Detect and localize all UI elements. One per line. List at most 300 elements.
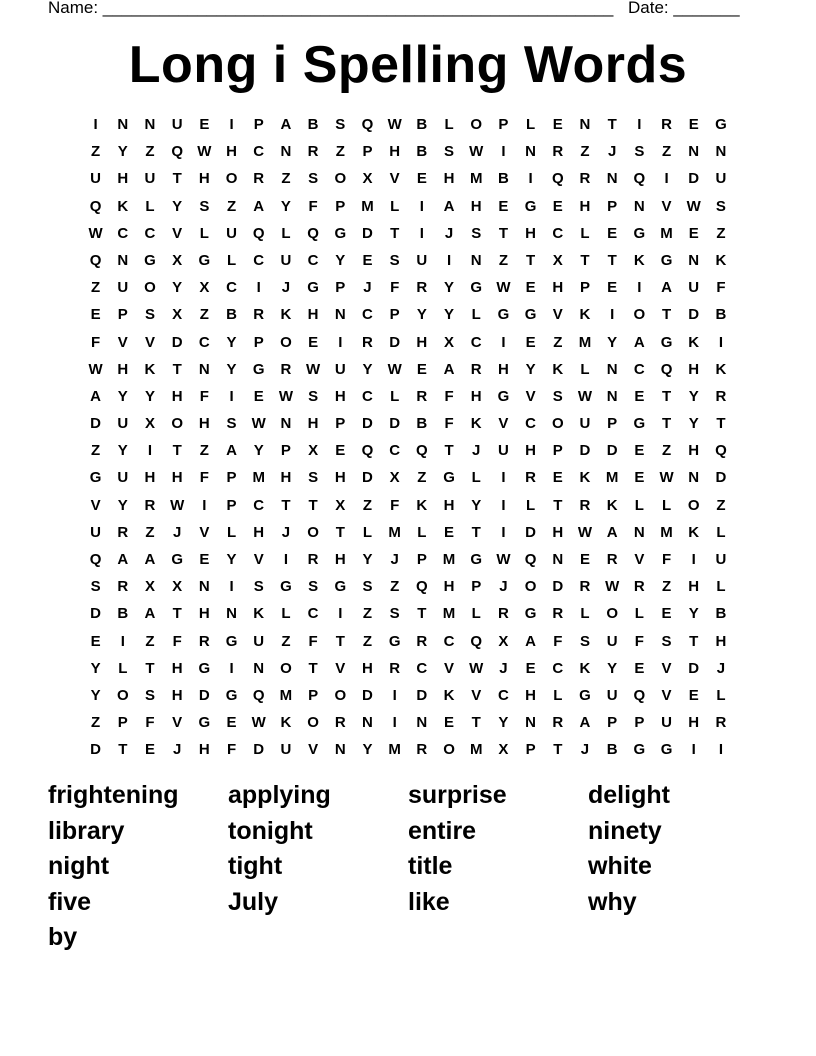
grid-letter: E xyxy=(634,659,645,677)
grid-letter: C xyxy=(198,333,210,351)
word-bank-item: surprise xyxy=(408,781,507,809)
grid-letter: A xyxy=(144,605,156,623)
grid-letter: E xyxy=(688,116,699,133)
grid-letter: K xyxy=(633,251,645,269)
grid-letter: H xyxy=(497,360,509,378)
grid-letter: Y xyxy=(117,496,128,514)
grid-letter: W xyxy=(88,360,103,378)
grid-letter: T xyxy=(308,496,318,514)
grid-letter: V xyxy=(253,551,264,568)
grid-letter: W xyxy=(251,415,266,433)
grid-letter: O xyxy=(443,741,455,759)
grid-letter: H xyxy=(307,306,319,324)
grid-letter: B xyxy=(307,116,319,133)
grid-letter: L xyxy=(716,686,726,704)
grid-letter: P xyxy=(634,714,645,732)
grid-letter: G xyxy=(633,224,646,242)
grid-letter: H xyxy=(443,170,455,188)
grid-letter: R xyxy=(579,170,591,188)
grid-row xyxy=(82,356,735,383)
grid-letter: H xyxy=(416,333,428,351)
grid-letter: Z xyxy=(91,714,101,732)
grid-letter: G xyxy=(660,251,673,269)
grid-letter: H xyxy=(307,415,319,433)
grid-letter: E xyxy=(144,741,155,759)
grid-letter: U xyxy=(253,632,265,650)
grid-letter: E xyxy=(525,279,536,297)
grid-letter: J xyxy=(172,741,182,759)
grid-letter: M xyxy=(388,741,401,759)
grid-letter: N xyxy=(117,116,129,133)
grid-letter: Z xyxy=(226,197,237,215)
grid-letter: H xyxy=(715,632,727,650)
grid-letter: D xyxy=(362,224,373,242)
grid-letter: V xyxy=(308,741,319,759)
grid-letter: G xyxy=(524,605,537,623)
grid-letter: G xyxy=(334,578,347,596)
grid-letter: R xyxy=(470,360,482,378)
grid-letter: G xyxy=(660,741,673,759)
grid-letter: U xyxy=(280,251,292,269)
grid-letter: Y xyxy=(362,360,373,378)
grid-letter: D xyxy=(389,333,401,351)
grid-letter: U xyxy=(117,415,129,433)
grid-letter: P xyxy=(253,333,264,351)
grid-letter: W xyxy=(278,387,293,405)
grid-letter: E xyxy=(226,714,237,732)
word-bank-item: by xyxy=(48,923,78,951)
word-bank-item: white xyxy=(588,852,652,880)
grid-letter: W xyxy=(577,387,593,405)
grid-letter: R xyxy=(307,551,319,568)
grid-letter: D xyxy=(198,686,210,704)
grid-letter: M xyxy=(605,469,619,487)
grid-letter: Y xyxy=(607,659,618,677)
grid-letter: F xyxy=(444,415,454,433)
grid-row xyxy=(82,165,735,192)
grid-letter: N xyxy=(280,143,292,161)
grid-row xyxy=(82,138,735,165)
grid-row xyxy=(82,546,735,573)
grid-letter: R xyxy=(715,387,727,405)
grid-letter: F xyxy=(390,279,400,297)
grid-row xyxy=(82,573,735,600)
grid-letter: W xyxy=(387,360,402,378)
grid-letter: G xyxy=(715,116,727,133)
grid-letter: H xyxy=(171,659,183,677)
grid-letter: H xyxy=(334,387,346,405)
grid-letter: Y xyxy=(444,306,455,324)
grid-letter: G xyxy=(225,632,238,650)
grid-letter: Z xyxy=(145,143,155,161)
grid-letter: X xyxy=(144,578,155,596)
grid-letter: C xyxy=(470,333,482,351)
word-bank-item: five xyxy=(48,887,92,916)
grid-letter: D xyxy=(688,659,700,677)
grid-letter: Z xyxy=(661,442,672,460)
grid-letter: T xyxy=(118,741,128,759)
word-bank-item: tonight xyxy=(228,816,313,845)
grid-letter: L xyxy=(390,197,400,215)
grid-letter: Y xyxy=(362,551,373,568)
grid-letter: R xyxy=(497,605,509,623)
grid-letter: I xyxy=(120,632,125,650)
grid-letter: Z xyxy=(498,251,508,269)
grid-letter: K xyxy=(144,360,156,378)
grid-letter: U xyxy=(715,170,727,188)
grid-letter: Y xyxy=(688,387,699,405)
grid-letter: D xyxy=(579,442,591,460)
grid-letter: S xyxy=(552,387,563,405)
grid-letter: O xyxy=(470,116,483,133)
grid-letter: E xyxy=(688,224,699,242)
grid-letter: U xyxy=(226,224,237,242)
grid-letter: I xyxy=(147,442,153,460)
grid-letter: V xyxy=(90,496,101,514)
grid-letter: I xyxy=(229,116,234,133)
grid-letter: I xyxy=(664,170,669,188)
grid-letter: Q xyxy=(416,442,428,460)
grid-letter: L xyxy=(526,496,536,514)
grid-letter: L xyxy=(444,116,454,133)
grid-letter: M xyxy=(660,523,673,541)
grid-letter: B xyxy=(497,170,509,188)
grid-letter: J xyxy=(172,523,182,541)
grid-letter: R xyxy=(416,632,428,650)
grid-letter: T xyxy=(145,659,155,677)
grid-letter: K xyxy=(280,714,292,732)
grid-letter: Y xyxy=(607,333,618,351)
grid-letter: C xyxy=(362,306,373,324)
grid-letter: E xyxy=(552,197,563,215)
grid-letter: M xyxy=(279,686,293,704)
grid-row xyxy=(82,329,735,356)
grid-letter: S xyxy=(389,251,400,269)
grid-letter: V xyxy=(661,659,672,677)
grid-letter: Q xyxy=(89,251,102,269)
grid-letter: Y xyxy=(172,279,183,297)
grid-letter: G xyxy=(660,333,673,351)
grid-letter: N xyxy=(633,197,645,215)
grid-letter: H xyxy=(253,523,265,541)
grid-letter: T xyxy=(390,224,400,242)
grid-letter: C xyxy=(443,632,455,650)
grid-letter: R xyxy=(552,143,564,161)
grid-letter: T xyxy=(580,251,590,269)
grid-letter: Y xyxy=(90,686,101,704)
grid-letter: T xyxy=(172,442,182,460)
grid-letter: J xyxy=(281,279,291,297)
grid-letter: H xyxy=(688,442,700,460)
grid-letter: Y xyxy=(688,415,699,433)
grid-letter: S xyxy=(579,632,590,650)
grid-letter: R xyxy=(416,279,428,297)
grid-letter: J xyxy=(363,279,372,297)
grid-letter: A xyxy=(661,279,672,297)
grid-letter: D xyxy=(389,415,401,433)
grid-letter: D xyxy=(688,306,700,324)
grid-letter: Z xyxy=(661,143,672,161)
grid-letter: P xyxy=(280,442,291,460)
grid-letter: N xyxy=(470,251,482,269)
grid-letter: G xyxy=(198,659,211,677)
grid-letter: N xyxy=(416,714,428,732)
grid-letter: O xyxy=(606,605,618,623)
grid-letter: H xyxy=(226,143,237,161)
grid-row xyxy=(82,655,735,682)
grid-letter: L xyxy=(526,116,536,133)
grid-letter: E xyxy=(661,605,672,623)
grid-letter: H xyxy=(198,741,210,759)
grid-letter: B xyxy=(416,143,428,161)
grid-letter: U xyxy=(90,170,102,188)
grid-letter: Q xyxy=(715,442,727,460)
grid-letter: Q xyxy=(252,686,265,704)
grid-letter: N xyxy=(362,714,373,732)
grid-letter: V xyxy=(117,333,128,351)
page-title: Long i Spelling Words xyxy=(128,36,688,94)
grid-letter: B xyxy=(416,116,428,133)
grid-letter: L xyxy=(634,605,644,623)
grid-letter: S xyxy=(226,415,237,433)
grid-letter: W xyxy=(686,197,701,215)
grid-letter: F xyxy=(661,551,672,568)
grid-letter: A xyxy=(525,632,537,650)
grid-letter: D xyxy=(362,415,373,433)
grid-row xyxy=(82,301,735,328)
grid-letter: L xyxy=(471,605,481,623)
grid-letter: C xyxy=(389,442,401,460)
grid-letter: O xyxy=(524,578,537,596)
grid-letter: G xyxy=(470,551,483,568)
grid-letter: K xyxy=(117,197,129,215)
grid-row xyxy=(82,111,735,138)
grid-letter: M xyxy=(442,551,456,568)
word-search-grid xyxy=(82,111,735,764)
grid-letter: F xyxy=(226,741,237,759)
grid-letter: K xyxy=(416,496,428,514)
grid-letter: S xyxy=(362,578,373,596)
grid-letter: L xyxy=(226,251,237,269)
grid-letter: Z xyxy=(716,496,726,514)
grid-letter: Y xyxy=(226,360,237,378)
word-bank-item: tight xyxy=(228,852,283,880)
grid-letter: K xyxy=(606,496,618,514)
grid-letter: W xyxy=(88,224,103,242)
grid-letter: K xyxy=(552,360,564,378)
grid-letter: F xyxy=(553,632,563,650)
grid-letter: N xyxy=(606,360,618,378)
grid-letter: H xyxy=(389,143,401,161)
grid-letter: F xyxy=(199,387,209,405)
grid-letter: H xyxy=(470,197,482,215)
grid-letter: S xyxy=(144,686,155,704)
grid-letter: L xyxy=(634,496,644,514)
grid-letter: C xyxy=(497,686,509,704)
grid-letter: P xyxy=(226,496,237,514)
grid-row xyxy=(82,464,735,491)
grid-letter: G xyxy=(497,306,510,324)
grid-letter: K xyxy=(579,659,591,677)
grid-letter: O xyxy=(334,686,347,704)
grid-letter: O xyxy=(633,306,646,324)
grid-letter: V xyxy=(498,415,509,433)
grid-letter: A xyxy=(280,116,292,133)
grid-letter: W xyxy=(387,116,402,133)
grid-letter: Y xyxy=(172,197,183,215)
grid-letter: R xyxy=(198,632,210,650)
grid-letter: J xyxy=(472,442,481,460)
grid-letter: C xyxy=(253,496,265,514)
grid-letter: S xyxy=(308,387,319,405)
grid-letter: X xyxy=(172,578,183,596)
grid-letter: G xyxy=(280,578,292,596)
grid-letter: G xyxy=(225,686,238,704)
grid-letter: T xyxy=(172,170,182,188)
grid-letter: L xyxy=(118,659,128,677)
grid-letter: Z xyxy=(716,224,726,242)
grid-letter: R xyxy=(253,170,265,188)
grid-row xyxy=(82,736,735,763)
grid-letter: N xyxy=(253,659,265,677)
grid-letter: P xyxy=(308,686,319,704)
grid-letter: T xyxy=(417,605,427,623)
grid-letter: O xyxy=(307,523,319,541)
grid-letter: R xyxy=(661,116,672,133)
grid-letter: H xyxy=(688,714,700,732)
grid-letter: Z xyxy=(362,605,373,623)
grid-letter: O xyxy=(334,170,347,188)
grid-letter: C xyxy=(117,224,129,242)
grid-letter: U xyxy=(579,415,591,433)
grid-letter: K xyxy=(688,523,700,541)
grid-letter: N xyxy=(715,143,727,161)
grid-letter: O xyxy=(171,415,183,433)
grid-letter: I xyxy=(392,714,397,732)
grid-letter: E xyxy=(90,632,101,650)
grid-letter: O xyxy=(551,415,564,433)
grid-letter: C xyxy=(552,224,564,242)
grid-letter: R xyxy=(579,496,591,514)
grid-letter: P xyxy=(335,415,346,433)
grid-letter: Y xyxy=(688,605,699,623)
grid-letter: T xyxy=(716,415,726,433)
grid-letter: Q xyxy=(470,632,483,650)
grid-letter: I xyxy=(202,496,207,514)
grid-letter: D xyxy=(90,605,102,623)
grid-letter: C xyxy=(253,143,265,161)
grid-letter: N xyxy=(117,251,129,269)
grid-letter: Q xyxy=(524,551,537,568)
grid-letter: T xyxy=(172,605,182,623)
grid-letter: C xyxy=(633,360,645,378)
grid-letter: V xyxy=(335,659,346,677)
grid-row xyxy=(82,193,735,220)
word-bank-item: entire xyxy=(408,816,477,845)
grid-letter: Y xyxy=(253,442,264,460)
grid-letter: V xyxy=(172,224,183,242)
grid-letter: R xyxy=(334,714,346,732)
grid-letter: A xyxy=(90,387,102,405)
grid-letter: H xyxy=(334,551,346,568)
grid-letter: M xyxy=(660,224,673,242)
grid-letter: V xyxy=(471,686,482,704)
grid-letter: K xyxy=(253,605,265,623)
grid-letter: F xyxy=(199,469,209,487)
grid-letter: U xyxy=(688,279,700,297)
grid-letter: I xyxy=(446,251,452,269)
grid-letter: X xyxy=(199,279,210,297)
grid-letter: Y xyxy=(471,496,482,514)
grid-letter: Q xyxy=(89,551,102,568)
grid-letter: H xyxy=(117,360,129,378)
grid-letter: N xyxy=(198,360,210,378)
grid-letter: P xyxy=(335,279,346,297)
grid-letter: A xyxy=(443,197,455,215)
grid-letter: Z xyxy=(335,143,345,161)
grid-letter: U xyxy=(90,523,102,541)
grid-letter: R xyxy=(144,496,156,514)
grid-letter: C xyxy=(416,659,428,677)
grid-letter: H xyxy=(171,469,183,487)
grid-letter: Q xyxy=(361,442,374,460)
date-field: Date: _______ xyxy=(628,0,740,17)
grid-letter: R xyxy=(307,143,319,161)
grid-letter: D xyxy=(416,686,428,704)
word-bank-item: frightening xyxy=(48,781,179,809)
grid-letter: K xyxy=(715,251,727,269)
grid-letter: M xyxy=(388,523,401,541)
grid-letter: J xyxy=(281,523,291,541)
grid-letter: T xyxy=(335,523,345,541)
grid-letter: G xyxy=(524,306,537,324)
grid-letter: T xyxy=(498,224,508,242)
grid-letter: E xyxy=(444,714,455,732)
grid-letter: E xyxy=(498,197,509,215)
grid-letter: C xyxy=(525,415,537,433)
grid-row xyxy=(82,247,735,274)
grid-letter: V xyxy=(525,387,536,405)
grid-letter: L xyxy=(661,496,672,514)
grid-letter: P xyxy=(607,415,618,433)
grid-letter: L xyxy=(281,605,291,623)
grid-letter: T xyxy=(661,387,672,405)
grid-letter: I xyxy=(256,279,261,297)
grid-letter: Z xyxy=(91,143,101,161)
grid-letter: S xyxy=(308,469,319,487)
grid-letter: C xyxy=(253,251,265,269)
grid-letter: T xyxy=(661,306,672,324)
grid-letter: P xyxy=(498,116,509,133)
grid-letter: I xyxy=(501,469,506,487)
grid-letter: I xyxy=(338,605,343,623)
grid-letter: V xyxy=(661,197,672,215)
grid-letter: E xyxy=(607,279,618,297)
grid-letter: P xyxy=(335,197,346,215)
word-bank-item: title xyxy=(408,852,453,880)
grid-letter: E xyxy=(199,551,210,568)
grid-letter: L xyxy=(580,224,590,242)
grid-letter: X xyxy=(335,496,346,514)
grid-letter: T xyxy=(689,632,699,650)
grid-letter: K xyxy=(715,360,727,378)
grid-letter: Y xyxy=(498,714,509,732)
grid-letter: F xyxy=(172,632,182,650)
grid-row xyxy=(82,682,735,709)
grid-letter: G xyxy=(198,251,211,269)
grid-letter: I xyxy=(229,578,234,596)
grid-letter: I xyxy=(610,306,615,324)
